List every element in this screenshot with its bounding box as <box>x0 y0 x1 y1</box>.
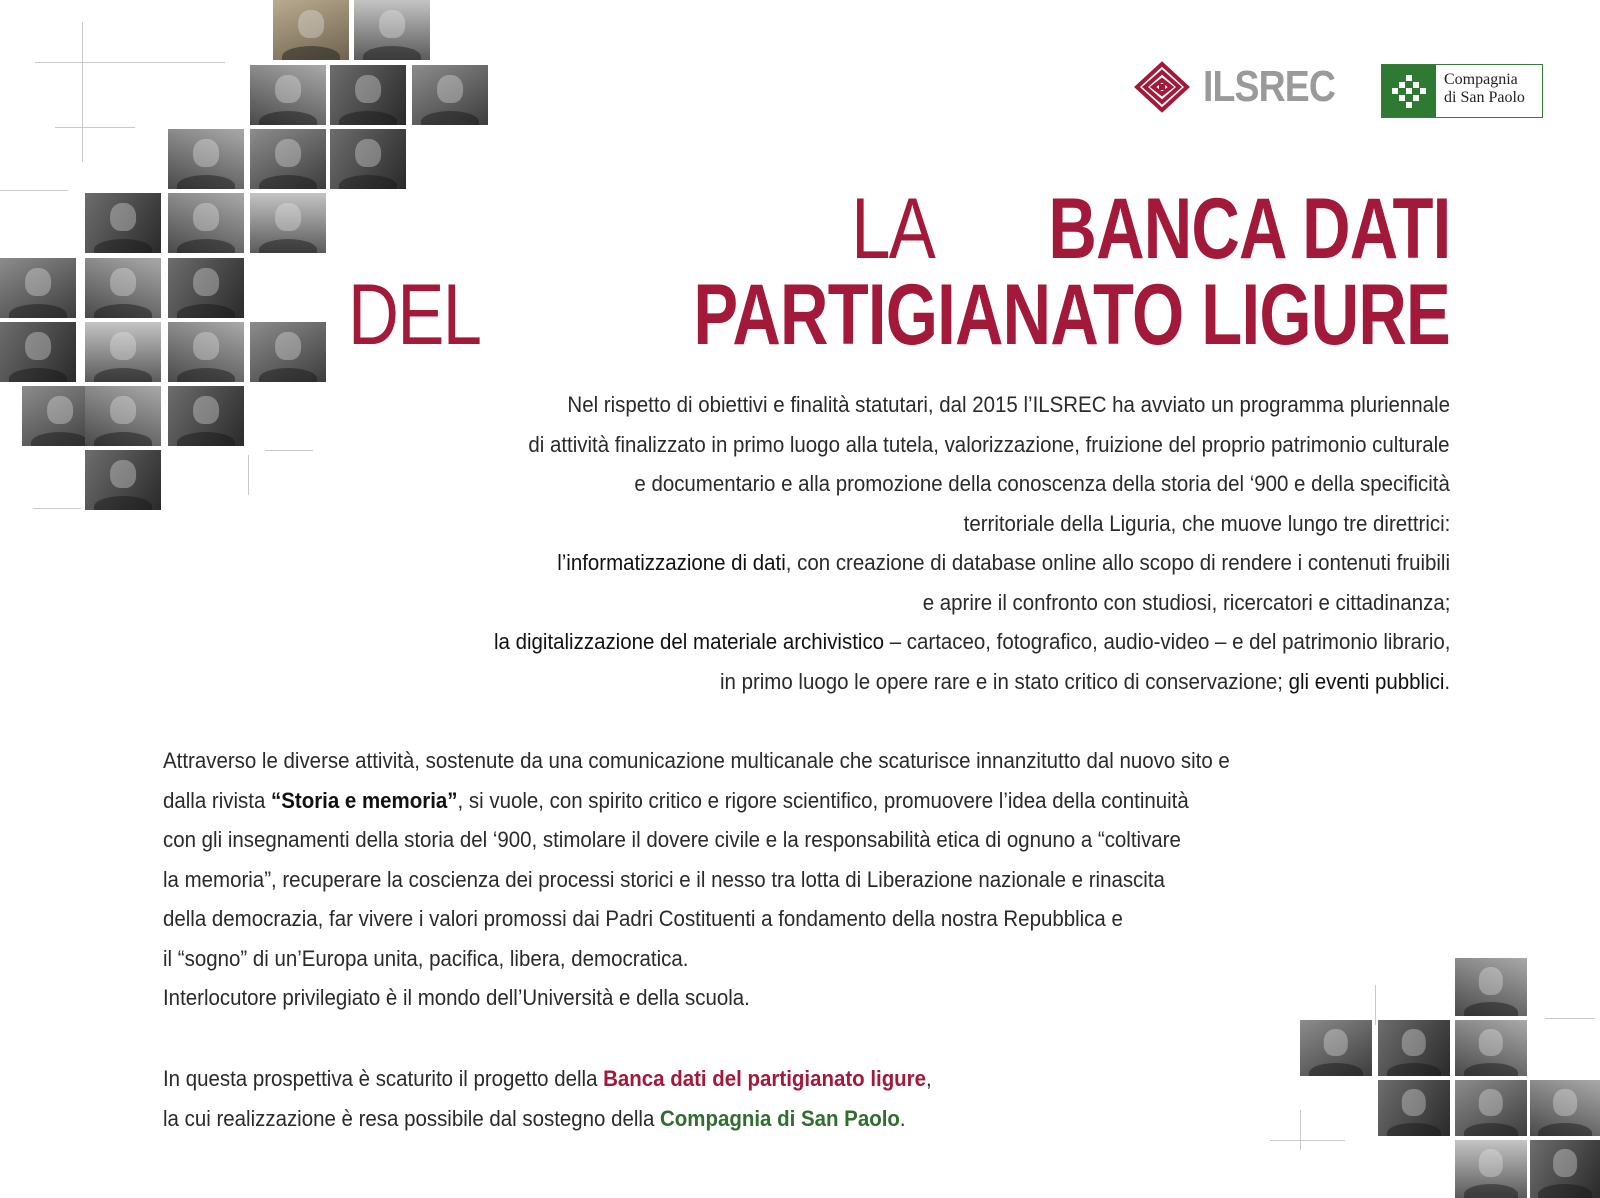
closing-text: In questa prospettiva è scaturito il progetto della <box>163 1066 604 1091</box>
compagnia-line-1: Compagnia <box>1444 71 1518 88</box>
intro-line <box>720 662 1450 702</box>
partisan-photo <box>250 65 326 125</box>
intro-text: , con creazione di database online allo scopo di rendere i contenuti fruibili <box>785 550 1450 575</box>
closing-text: . <box>899 1105 906 1131</box>
partisan-photo <box>412 65 488 125</box>
title-bold-2: PARTIGIANATO LIGURE <box>693 267 1450 363</box>
partisan-photo <box>85 450 161 510</box>
partisan-photo <box>1378 1080 1450 1136</box>
partisan-photo <box>168 258 244 318</box>
grid-line <box>35 62 225 63</box>
body-text: , si vuole, con spirito critico e rigore scientifico, promuovere l’idea della continuità <box>457 787 1189 813</box>
body-line: la memoria”, recuperare la coscienza dei processi storici e il nesso tra lotta di Liberazione nazionale e rinascita <box>163 866 1165 892</box>
partisan-photo <box>85 258 161 318</box>
partisan-photo <box>1300 1020 1372 1076</box>
intro-line: territoriale della Liguria, che muove lungo tre direttrici: <box>963 510 1450 536</box>
sponsor-name: Compagnia di San Paolo <box>660 1105 900 1131</box>
grid-line <box>1270 1140 1345 1141</box>
body-line: Interlocutore privilegiato è il mondo dell’Università e della scuola. <box>163 985 750 1010</box>
partisan-photo <box>1455 1020 1527 1076</box>
body-line: Attraverso le diverse attività, sostenute da una comunicazione multicanale che scaturisce innanzitutto dal nuovo sito e <box>163 748 1230 773</box>
intro-line: e documentario e alla promozione della conoscenza della storia del ‘900 e della specificità <box>634 471 1450 496</box>
closing-text: , <box>926 1066 932 1091</box>
closing-paragraph <box>163 1059 1263 1138</box>
intro-line: di attività finalizzato in primo luogo alla tutela, valorizzazione, fruizione del proprio patrimonio culturale <box>528 431 1450 457</box>
partisan-photo <box>1530 1080 1600 1136</box>
compagnia-logo <box>1381 64 1543 118</box>
intro-highlight: gli eventi pubblici <box>1288 668 1445 694</box>
partisan-photo <box>1378 1020 1450 1076</box>
intro-text: – cartaceo, fotografico, audio-video – e del patrimonio librario, <box>883 629 1450 654</box>
closing-line <box>163 1099 906 1139</box>
closing-text: la cui realizzazione è resa possibile dal sostegno della <box>163 1105 661 1131</box>
body-line <box>163 781 1189 821</box>
partisan-photo <box>273 0 349 60</box>
partisan-photo <box>1455 958 1527 1016</box>
ilsrec-wordmark: ILSREC <box>1203 62 1336 111</box>
intro-text: . <box>1444 668 1450 694</box>
partisan-photo <box>0 322 76 382</box>
intro-line <box>494 622 1450 662</box>
page-title <box>319 181 1450 363</box>
intro-paragraph <box>270 385 1450 701</box>
body-paragraph <box>163 741 1423 1018</box>
partisan-photo <box>250 193 326 253</box>
partisan-photo <box>1455 1140 1527 1198</box>
grid-line <box>55 127 135 128</box>
partisan-photo <box>1530 1140 1600 1198</box>
partisan-photo <box>1455 1080 1527 1136</box>
title-bold-1: BANCA DATI <box>1047 181 1450 277</box>
partisan-photo <box>330 65 406 125</box>
partisan-photo <box>0 258 76 318</box>
title-line-2 <box>319 267 1450 363</box>
body-line: con gli insegnamenti della storia del ‘900, stimolare il dovere civile e la responsabilità etica di ognuno a “coltivare <box>163 827 1181 852</box>
grid-line <box>1545 1018 1595 1019</box>
partisan-photo <box>330 129 406 189</box>
intro-line: e aprire il confronto con studiosi, ricercatori e cittadinanza; <box>922 589 1450 615</box>
body-text: dalla rivista <box>163 787 272 813</box>
ilsrec-mark-icon <box>1133 60 1191 114</box>
compagnia-wordmark <box>1436 65 1542 117</box>
grid-line <box>0 190 68 191</box>
grid-line <box>1300 1110 1301 1150</box>
partisan-photo <box>85 322 161 382</box>
partisan-photo <box>250 129 326 189</box>
intro-line <box>557 543 1450 583</box>
partisan-photo <box>85 386 161 446</box>
grid-line <box>33 508 81 509</box>
intro-highlight: la digitalizzazione del materiale archivistico <box>493 629 884 654</box>
compagnia-line-2: di San Paolo <box>1444 89 1525 106</box>
title-light-1: LA <box>851 181 935 277</box>
body-line: il “sogno” di un’Europa unita, pacifica, libera, democratica. <box>163 945 689 971</box>
closing-line <box>163 1059 932 1099</box>
journal-title: “Storia e memoria” <box>271 787 458 813</box>
partisan-photo <box>354 0 430 60</box>
intro-highlight: l’informatizzazione di dati <box>557 550 786 575</box>
compagnia-mark-icon <box>1382 65 1436 117</box>
intro-text: in primo luogo le opere rare e in stato critico di conservazione; <box>719 668 1289 694</box>
partisan-photo <box>250 322 326 382</box>
title-line-1 <box>319 181 1450 277</box>
title-light-2: DEL <box>347 267 480 363</box>
partisan-photo <box>85 193 161 253</box>
body-line: della democrazia, far vivere i valori promossi dai Padri Costituenti a fondamento della nostra Repubblica e <box>163 906 1123 931</box>
intro-line: Nel rispetto di obiettivi e finalità statutari, dal 2015 l’ILSREC ha avviato un programma pluriennale <box>567 392 1450 417</box>
grid-line <box>82 22 83 162</box>
project-name: Banca dati del partigianato ligure <box>603 1066 927 1091</box>
ilsrec-logo <box>1133 60 1358 114</box>
partisan-photo <box>168 129 244 189</box>
partisan-photo <box>168 322 244 382</box>
grid-line <box>248 455 249 495</box>
partisan-photo <box>168 193 244 253</box>
partisan-photo <box>168 386 244 446</box>
